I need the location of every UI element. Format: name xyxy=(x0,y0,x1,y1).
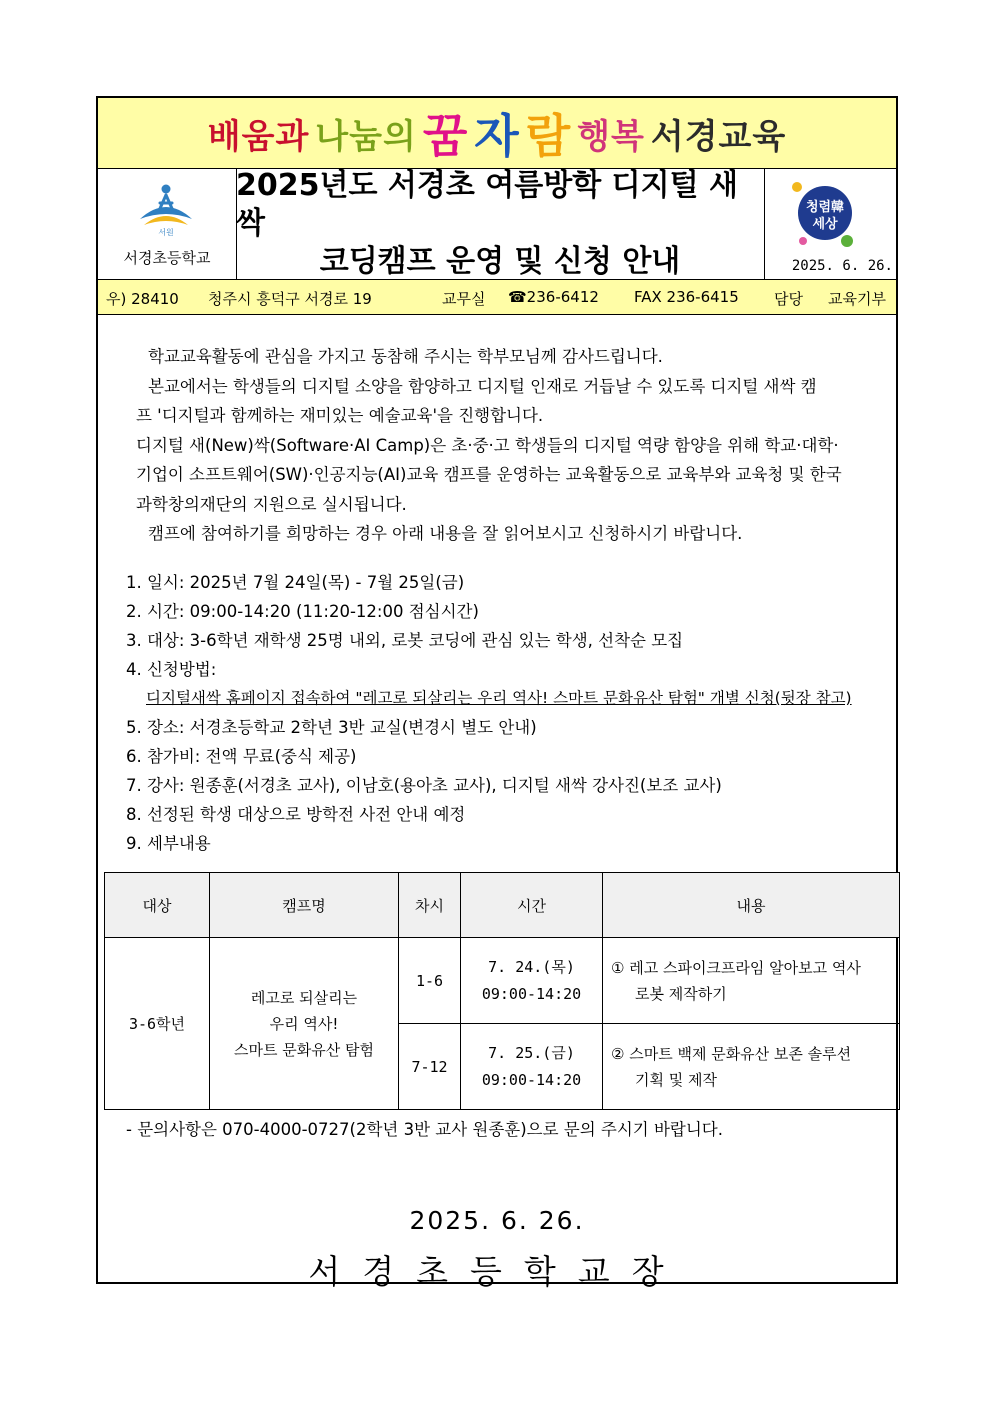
slogan-banner xyxy=(98,98,896,169)
slogan-word: 람 xyxy=(525,109,572,163)
camp-name-line: 스마트 문화유산 탐험 xyxy=(234,1040,374,1059)
logo-text: 서원 xyxy=(158,228,174,237)
document-header xyxy=(98,169,896,280)
table-row xyxy=(105,938,900,1024)
camp-name-line: 레고로 되살리는 xyxy=(250,988,358,1007)
office-label: 교무실 xyxy=(442,290,486,308)
slogan-word: 자 xyxy=(474,109,520,163)
session-date: 7. 24.(목) xyxy=(488,957,575,976)
target-cell: 3-6학년 xyxy=(105,938,210,1110)
office-phone: ☎236-6412 xyxy=(508,288,599,306)
table-header: 시간 xyxy=(461,873,603,938)
intro-text xyxy=(136,342,898,549)
paragraph: 프 '디지털과 함께하는 재미있는 예술교육'을 진행합니다. xyxy=(136,406,544,425)
list-item: 1. 일시: 2025년 7월 24일(목) - 7월 25일(금) xyxy=(126,573,465,592)
dept-name: 교육기부 xyxy=(828,290,886,308)
paragraph: 학교교육활동에 관심을 가지고 동참해 주시는 학부모님께 감사드립니다. xyxy=(148,347,663,366)
list-item: 9. 세부내용 xyxy=(126,834,211,853)
list-item: 4. 신청방법: xyxy=(126,660,217,679)
content-line: 기획 및 제작 xyxy=(635,1070,717,1089)
content-line: ① 레고 스파이크프라임 알아보고 역사 xyxy=(611,958,861,977)
date-cell xyxy=(764,169,897,279)
school-name: 서경초등학교 xyxy=(123,249,211,267)
time-cell xyxy=(461,1024,603,1110)
title-line: 코딩캠프 운영 및 신청 안내 xyxy=(319,244,681,279)
list-item: 5. 장소: 서경초등학교 2학년 3반 교실(변경시 별도 안내) xyxy=(126,718,537,737)
table-header: 내용 xyxy=(603,873,900,938)
session-cell: 1-6 xyxy=(399,938,461,1024)
time-cell xyxy=(461,938,603,1024)
badge-text: 세상 xyxy=(812,217,838,232)
document-title xyxy=(236,169,764,279)
table-header-row xyxy=(105,873,900,938)
content-cell xyxy=(603,1024,900,1110)
slogan-word: 나눔의 xyxy=(315,116,417,157)
paragraph: 디지털 새(New)싹(Software·AI Camp)은 초·중·고 학생들의 디지털 역량 함양을 위해 학교·대학· xyxy=(136,435,839,455)
paragraph: 기업이 소프트웨어(SW)·인공지능(AI)교육 캠프를 운영하는 교육활동으로 교육부와 교육청 및 한국 xyxy=(136,465,842,484)
slogan-word: 서경교육 xyxy=(650,116,787,157)
slogan-word: 꿈 xyxy=(422,109,469,163)
slogan-word: 배움과 xyxy=(207,116,310,157)
session-time: 09:00-14:20 xyxy=(481,1070,582,1089)
table-header: 차시 xyxy=(399,873,461,938)
content-cell xyxy=(603,938,900,1024)
details-list xyxy=(126,568,896,858)
school-address: 청주시 흥덕구 서경로 19 xyxy=(208,290,372,308)
table-header: 캠프명 xyxy=(210,873,399,938)
paragraph: 캠프에 참여하기를 희망하는 경우 아래 내용을 잘 읽어보시고 신청하시기 바랍니다. xyxy=(148,524,743,543)
dept-label: 담당 xyxy=(774,290,803,308)
list-item: 3. 대상: 3-6학년 재학생 25명 내외, 로봇 코딩에 관심 있는 학생, 선착순 모집 xyxy=(126,631,684,650)
badge-text: 청렴韓 xyxy=(805,200,845,215)
school-logo-icon xyxy=(134,179,198,237)
address-bar xyxy=(98,280,896,315)
header-date: 2025. 6. 26. xyxy=(791,258,893,274)
table-header: 대상 xyxy=(105,873,210,938)
title-line: 2025년도 서경초 여름방학 디지털 새싹 xyxy=(236,168,739,241)
session-time: 09:00-14:20 xyxy=(481,984,582,1003)
camp-name-cell xyxy=(210,938,399,1110)
school-logo-cell xyxy=(98,169,237,279)
office-fax: FAX 236-6415 xyxy=(634,288,739,306)
list-item: 2. 시간: 09:00-14:20 (11:20-12:00 점심시간) xyxy=(126,602,479,621)
integrity-badge-icon xyxy=(789,175,859,253)
application-method: 디지털새싹 홈페이지 접속하여 "레고로 되살리는 우리 역사! 스마트 문화유산 탐험" 개별 신청(뒷장 참고) xyxy=(146,689,852,707)
content-line: 로봇 제작하기 xyxy=(635,984,727,1003)
paragraph: 본교에서는 학생들의 디지털 소양을 함양하고 디지털 인재로 거듭날 수 있도록 디지털 새싹 캠 xyxy=(148,376,817,396)
session-date: 7. 25.(금) xyxy=(488,1043,575,1062)
document-frame xyxy=(96,96,898,1291)
schedule-table xyxy=(104,872,900,1110)
inquiry-note: - 문의사항은 070-4000-0727(2학년 3반 교사 원종훈)으로 문의 주시기 바랍니다. xyxy=(126,1120,723,1139)
list-item: 7. 강사: 원종훈(서경초 교사), 이남호(용아초 교사), 디지털 새싹 강사진(보조 교사) xyxy=(126,776,722,795)
camp-name-line: 우리 역사! xyxy=(269,1014,339,1033)
list-item: 8. 선정된 학생 대상으로 방학전 사전 안내 예정 xyxy=(126,805,466,824)
footer-date: 2025. 6. 26. xyxy=(409,1206,585,1235)
list-item: 6. 참가비: 전액 무료(중식 제공) xyxy=(126,747,357,766)
content-line: ② 스마트 백제 문화유산 보존 솔루션 xyxy=(611,1044,852,1063)
postal-code: 우) 28410 xyxy=(106,290,179,308)
session-cell: 7-12 xyxy=(399,1024,461,1110)
slogan-word: 행복 xyxy=(577,116,645,157)
paragraph: 과학창의재단의 지원으로 실시됩니다. xyxy=(136,494,407,514)
principal-signature: 서경초등학교장 xyxy=(308,1252,686,1291)
